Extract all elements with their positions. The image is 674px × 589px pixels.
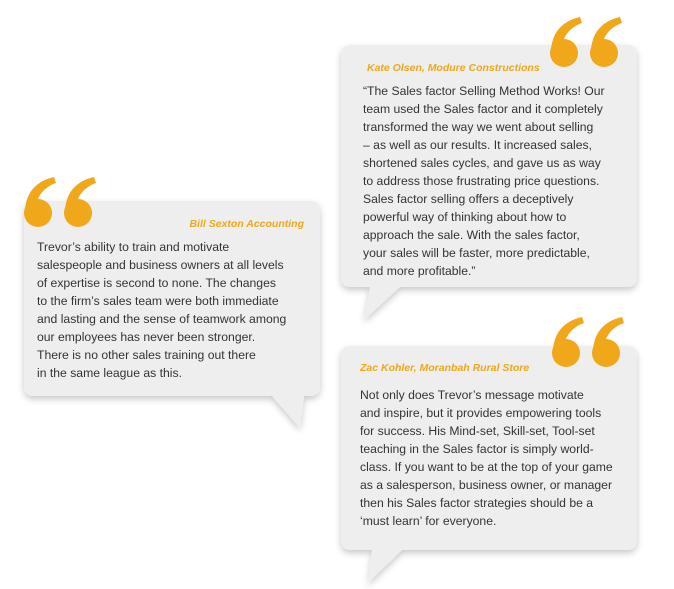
testimonial-line: and more profitable.” — [363, 264, 476, 278]
testimonial-author: Bill Sexton Accounting — [189, 218, 304, 230]
quote-icon — [548, 17, 628, 69]
testimonial-text — [37, 238, 286, 382]
testimonial-author: Zac Kohler, Moranbah Rural Store — [360, 362, 530, 374]
testimonial-line: of expertise is second to none. The changes — [37, 276, 276, 290]
testimonial-author: Kate Olsen, Modure Constructions — [367, 62, 540, 74]
testimonial-line: our employees has never been stronger. — [37, 330, 256, 344]
testimonial-line: then his Sales factor strategies should be a — [360, 496, 594, 510]
testimonial-line: and lasting and the sense of teamwork among — [37, 312, 287, 326]
testimonial-line: There is no other sales training out there — [37, 348, 256, 362]
testimonial-line: your sales will be faster, more predictable, — [363, 246, 590, 260]
testimonial-line: salespeople and business owners at all levels — [37, 258, 284, 272]
testimonial-line: Not only does Trevor’s message motivate — [360, 388, 584, 402]
testimonial-line: powerful way of thinking about how to — [363, 210, 567, 224]
testimonial-line: and inspire, but it provides empowering tools — [360, 406, 602, 420]
testimonial-line: Sales factor selling offers a deceptively — [363, 192, 574, 206]
testimonial-line: to the firm’s sales team were both immediate — [37, 294, 279, 308]
testimonial-line: to address those frustrating price questions. — [363, 174, 600, 188]
quote-icon — [22, 177, 102, 229]
testimonial-line: – as well as our results. It increased sales, — [363, 138, 592, 152]
testimonial-line: in the same league as this. — [37, 366, 182, 380]
testimonial-line: transformed the way we went about selling — [363, 120, 594, 134]
testimonial-line: team used the Sales factor and it completely — [363, 102, 603, 116]
testimonial-line: Trevor’s ability to train and motivate — [37, 240, 230, 254]
testimonial-line: as a salesperson, business owner, or manager — [360, 478, 613, 492]
testimonial-text — [363, 82, 605, 280]
testimonial-line: teaching in the Sales factor is simply world- — [360, 442, 594, 456]
testimonial-line: approach the sale. With the sales factor, — [363, 228, 580, 242]
testimonial-line: ‘must learn’ for everyone. — [360, 514, 497, 528]
quote-icon — [550, 317, 630, 369]
testimonial-line: class. If you want to be at the top of your game — [360, 460, 613, 474]
testimonial-text — [360, 386, 613, 530]
testimonial-line: “The Sales factor Selling Method Works! Our — [363, 84, 605, 98]
testimonial-line: shortened sales cycles, and gave us as way — [363, 156, 601, 170]
testimonial-line: for success. His Mind-set, Skill-set, Tool-set — [360, 424, 595, 438]
